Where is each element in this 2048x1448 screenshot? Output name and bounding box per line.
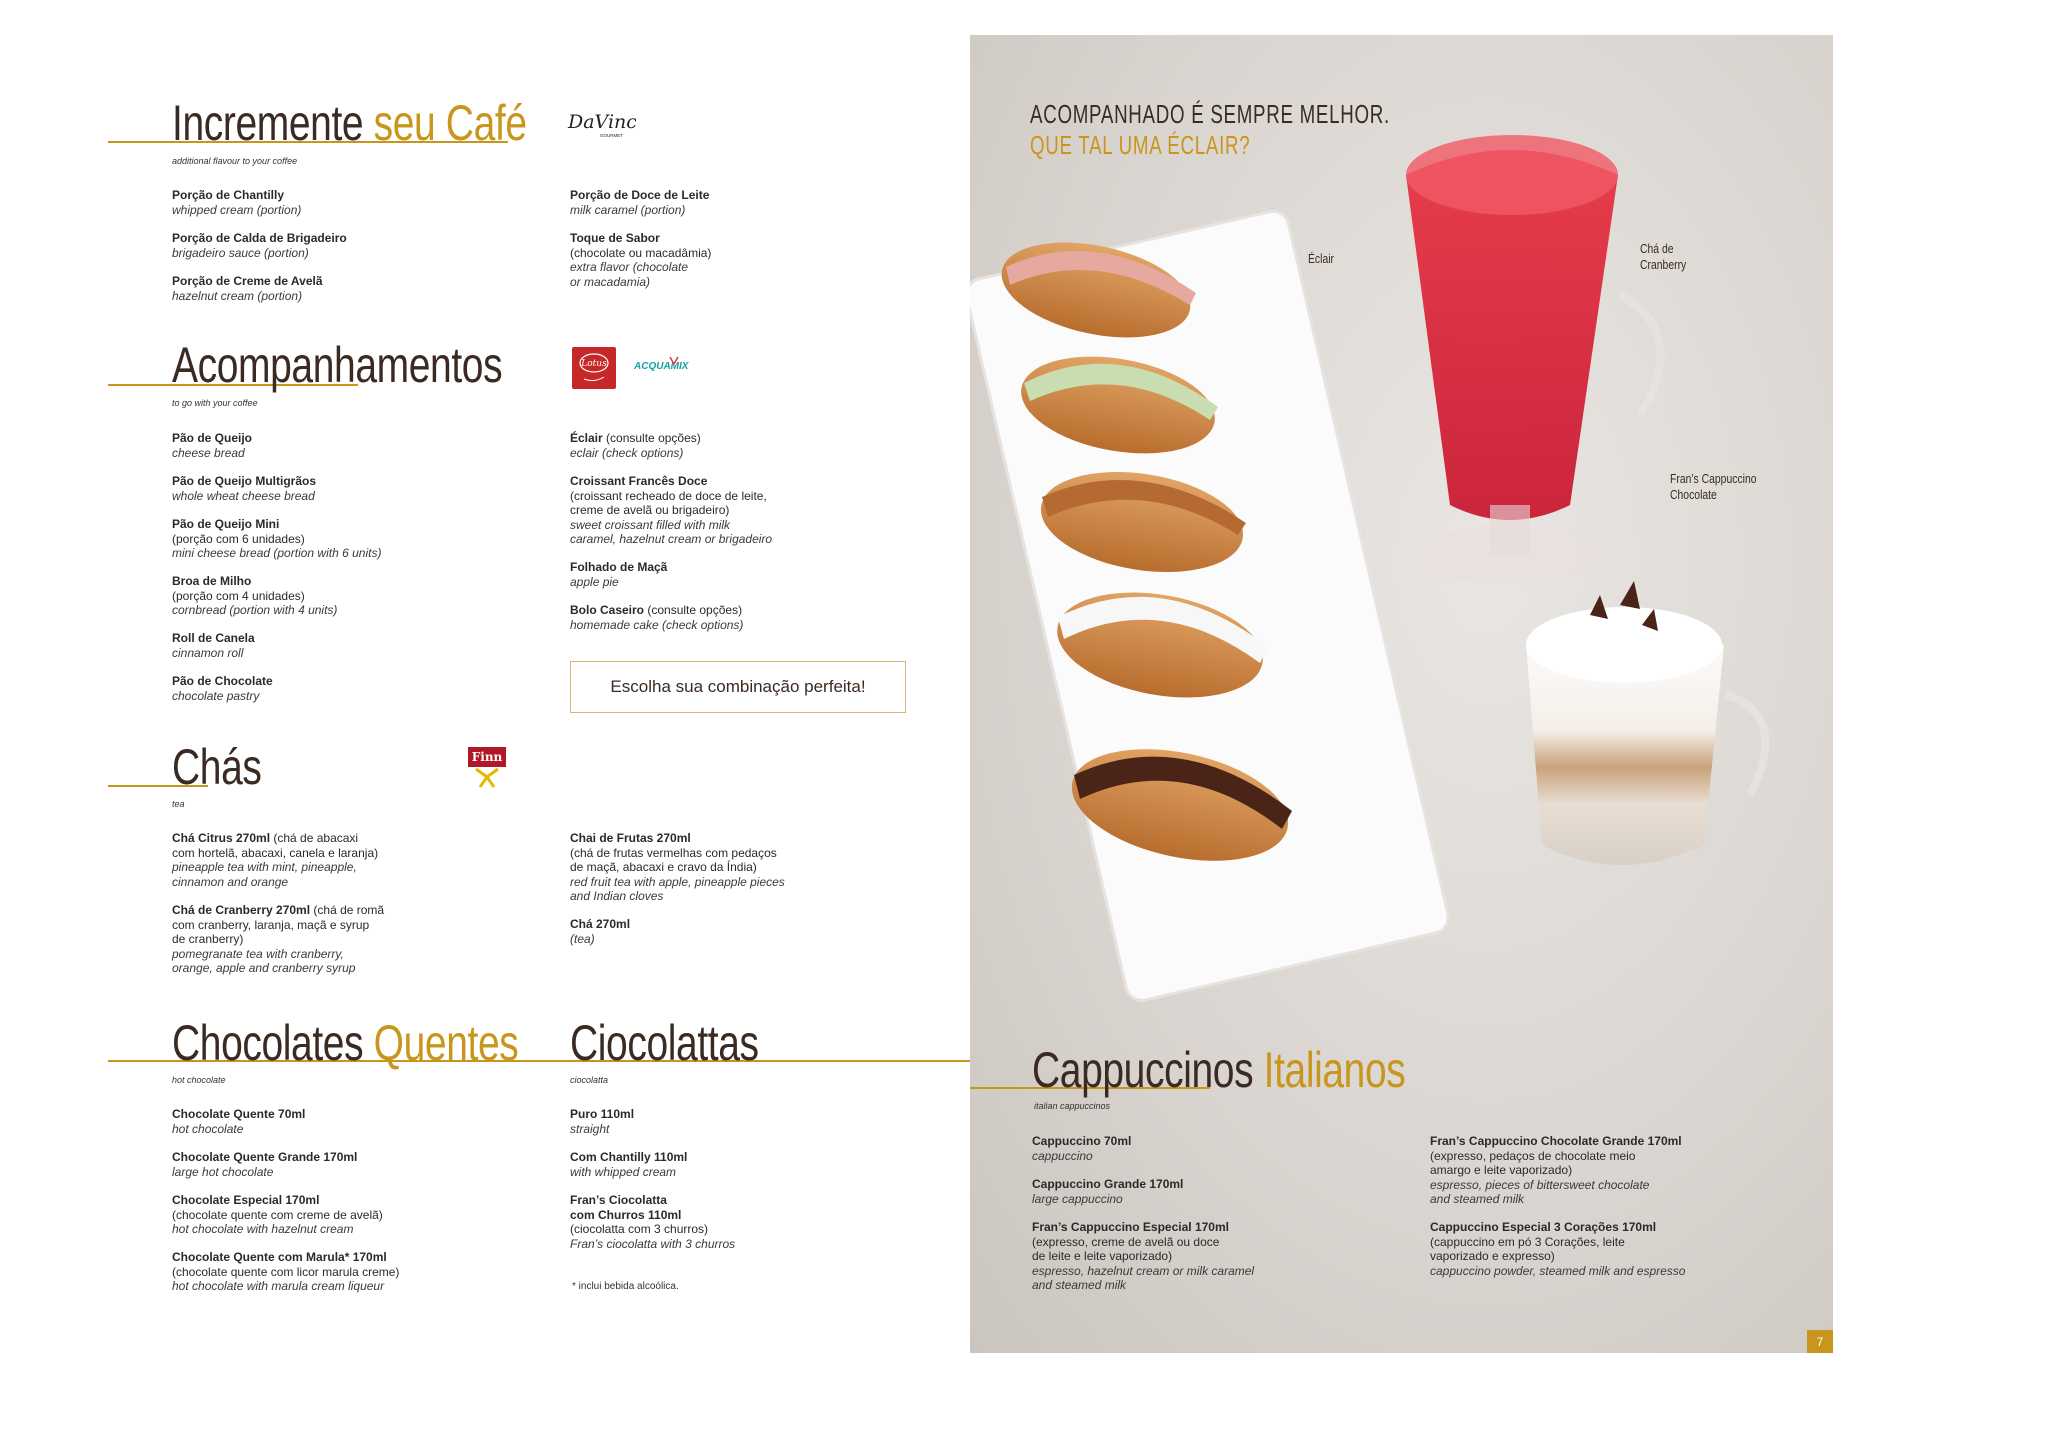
item-pt: com cranberry, laranja, maçã e syrup bbox=[172, 917, 370, 932]
item-en: cinnamon roll bbox=[172, 645, 244, 660]
menu-item bbox=[1430, 1134, 1682, 1207]
title-accent: Italianos bbox=[1263, 1042, 1406, 1098]
menu-item bbox=[172, 831, 378, 889]
item-pt: (croissant recheado de doce de leite, bbox=[570, 488, 767, 503]
item-en: whipped cream (portion) bbox=[172, 202, 302, 217]
menu-item bbox=[172, 1107, 305, 1136]
item-name: com Churros 110ml bbox=[570, 1207, 682, 1222]
item-pt: de maçã, abacaxi e cravo da Índia) bbox=[570, 860, 757, 874]
menu-item bbox=[1032, 1134, 1131, 1163]
tag-cha-cranberry bbox=[1640, 241, 1686, 273]
item-inline: (consulte opções) bbox=[644, 603, 743, 617]
item-en: and steamed milk bbox=[1032, 1278, 1127, 1292]
item-name: Broa de Milho bbox=[172, 574, 252, 588]
item-en: large cappuccino bbox=[1032, 1191, 1123, 1206]
item-name: Puro 110ml bbox=[570, 1107, 635, 1121]
item-name: Cappuccino Grande 170ml bbox=[1032, 1177, 1184, 1191]
lotus-logo bbox=[572, 347, 616, 389]
item-name: Chocolate Quente Grande 170ml bbox=[172, 1150, 358, 1164]
tag-line: Chocolate bbox=[1670, 487, 1717, 502]
logo-text: Lotus bbox=[581, 359, 607, 369]
section-title-ciocolattas: Ciocolattas bbox=[570, 1015, 759, 1071]
menu-item bbox=[570, 1150, 687, 1179]
photo-headline bbox=[1030, 99, 1390, 161]
item-pt: vaporizado e expresso) bbox=[1430, 1249, 1555, 1263]
section-title-cappuccinos bbox=[1032, 1042, 1406, 1098]
item-pt: (chocolate quente com creme de avelã) bbox=[172, 1207, 383, 1222]
item-en: (tea) bbox=[570, 931, 595, 946]
item-pt: (expresso, pedaços de chocolate meio bbox=[1430, 1148, 1636, 1163]
menu-item bbox=[172, 474, 316, 503]
menu-item bbox=[570, 474, 772, 547]
menu-item bbox=[172, 231, 347, 260]
item-name: Roll de Canela bbox=[172, 631, 255, 645]
menu-item bbox=[172, 631, 255, 660]
menu-item bbox=[570, 1107, 634, 1136]
item-en: pomegranate tea with cranberry, bbox=[172, 946, 344, 961]
item-en: and steamed milk bbox=[1430, 1192, 1525, 1206]
item-en: espresso, hazelnut cream or milk caramel bbox=[1032, 1263, 1255, 1278]
item-pt: (expresso, creme de avelã ou doce bbox=[1032, 1234, 1220, 1249]
item-en: red fruit tea with apple, pineapple pieces bbox=[570, 874, 785, 889]
item-name: Chá Citrus 270ml bbox=[172, 831, 271, 845]
menu-item bbox=[172, 903, 384, 976]
item-en: espresso, pieces of bittersweet chocolate bbox=[1430, 1177, 1650, 1192]
item-name: Chai de Frutas 270ml bbox=[570, 831, 691, 845]
item-name: Porção de Calda de Brigadeiro bbox=[172, 231, 347, 245]
item-en: chocolate pastry bbox=[172, 688, 260, 703]
item-name: Chocolate Quente 70ml bbox=[172, 1107, 306, 1121]
section-title-chocolates bbox=[172, 1015, 519, 1071]
davinci-logo bbox=[566, 106, 636, 140]
item-name: Chocolate Especial 170ml bbox=[172, 1193, 320, 1207]
item-pt: com hortelã, abacaxi, canela e laranja) bbox=[172, 845, 379, 860]
item-name: Bolo Caseiro bbox=[570, 603, 645, 617]
item-en: homemade cake (check options) bbox=[570, 617, 744, 632]
item-en: cheese bread bbox=[172, 445, 245, 460]
item-name: Pão de Queijo Multigrãos bbox=[172, 474, 317, 488]
combination-banner: Escolha sua combinação perfeita! bbox=[570, 661, 906, 713]
item-name: Folhado de Maçã bbox=[570, 560, 668, 574]
section-subtitle: hot chocolate bbox=[172, 1075, 226, 1085]
menu-item bbox=[172, 188, 301, 217]
item-en: cappuccino bbox=[1032, 1148, 1093, 1163]
product-photo bbox=[970, 35, 1833, 1353]
item-en: Fran’s ciocolatta with 3 churros bbox=[570, 1236, 736, 1251]
item-en: hot chocolate with marula cream liqueur bbox=[172, 1279, 385, 1293]
page-number: 7 bbox=[1807, 1330, 1833, 1353]
item-pt: (ciocolatta com 3 churros) bbox=[570, 1222, 709, 1236]
title-part: Cappuccinos bbox=[1032, 1042, 1264, 1098]
section-title-incremente bbox=[172, 95, 527, 151]
menu-item bbox=[1032, 1220, 1254, 1293]
item-name: Fran’s Cappuccino Especial 170ml bbox=[1032, 1220, 1229, 1234]
item-name: Fran’s Cappuccino Chocolate Grande 170ml bbox=[1430, 1134, 1682, 1148]
finn-logo bbox=[466, 745, 508, 789]
menu-item bbox=[570, 831, 785, 904]
item-name: Porção de Doce de Leite bbox=[570, 188, 710, 202]
tag-eclair: Éclair bbox=[1308, 251, 1335, 266]
menu-item bbox=[570, 603, 743, 632]
menu-item bbox=[172, 1150, 357, 1179]
title-accent: seu Café bbox=[373, 95, 527, 151]
item-pt: de cranberry) bbox=[172, 932, 244, 946]
item-pt: (porção com 6 unidades) bbox=[172, 531, 305, 546]
item-name: Com Chantilly 110ml bbox=[570, 1150, 688, 1164]
tag-line: Fran’s Cappuccino bbox=[1670, 471, 1757, 486]
section-subtitle: to go with your coffee bbox=[172, 398, 258, 408]
tag-line: Chá de bbox=[1640, 241, 1674, 256]
item-en: or macadamia) bbox=[570, 274, 651, 289]
item-inline: (chá de romã bbox=[310, 903, 385, 917]
item-en: hazelnut cream (portion) bbox=[172, 288, 303, 303]
item-en: hot chocolate with hazelnut cream bbox=[172, 1222, 354, 1236]
item-en: extra flavor (chocolate bbox=[570, 260, 689, 274]
menu-item bbox=[172, 274, 323, 303]
item-en: sweet croissant filled with milk bbox=[570, 517, 731, 532]
item-name: Éclair bbox=[570, 431, 603, 445]
menu-item bbox=[570, 188, 709, 217]
item-name: Cappuccino 70ml bbox=[1032, 1134, 1132, 1148]
item-en: eclair (check options) bbox=[570, 445, 684, 460]
footnote: * inclui bebida alcoólica. bbox=[572, 1281, 679, 1292]
menu-item bbox=[570, 560, 667, 589]
item-pt: (cappuccino em pó 3 Corações, leite bbox=[1430, 1234, 1625, 1249]
title-part: Incremente bbox=[172, 95, 374, 151]
item-en: with whipped cream bbox=[570, 1164, 677, 1179]
menu-item bbox=[172, 431, 252, 460]
tag-frans-cappuccino bbox=[1670, 471, 1757, 503]
item-pt: (chocolate ou macadâmia) bbox=[570, 245, 712, 260]
item-name: Porção de Creme de Avelã bbox=[172, 274, 323, 288]
menu-item bbox=[172, 574, 337, 618]
menu-item bbox=[570, 231, 711, 289]
item-en: milk caramel (portion) bbox=[570, 202, 686, 217]
cappuccino-glass bbox=[1526, 581, 1765, 865]
headline-line-1: ACOMPANHADO É SEMPRE MELHOR. bbox=[1030, 99, 1390, 129]
menu-item bbox=[1430, 1220, 1685, 1278]
item-name: Pão de Queijo Mini bbox=[172, 517, 280, 531]
menu-item bbox=[172, 1250, 399, 1294]
section-subtitle: tea bbox=[172, 799, 185, 809]
menu-item bbox=[172, 1193, 383, 1237]
section-title-chas: Chás bbox=[172, 739, 262, 795]
item-en: mini cheese bread (portion with 6 units) bbox=[172, 546, 382, 560]
logo-text: Finn bbox=[471, 750, 503, 764]
item-name: Chocolate Quente com Marula* 170ml bbox=[172, 1250, 387, 1264]
item-en: cinnamon and orange bbox=[172, 874, 289, 889]
item-en: pineapple tea with mint, pineapple, bbox=[172, 860, 357, 874]
menu-item bbox=[570, 917, 630, 946]
item-en: cappuccino powder, steamed milk and espresso bbox=[1430, 1263, 1686, 1278]
item-en: brigadeiro sauce (portion) bbox=[172, 245, 309, 260]
eclair-plate bbox=[970, 208, 1451, 1003]
headline-line-2: QUE TAL UMA ÉCLAIR? bbox=[1030, 130, 1251, 160]
menu-item bbox=[172, 517, 381, 561]
item-inline: (consulte opções) bbox=[602, 431, 701, 445]
item-name: Croissant Francês Doce bbox=[570, 474, 708, 488]
item-en: whole wheat cheese bread bbox=[172, 488, 315, 503]
item-pt: (chá de frutas vermelhas com pedaços bbox=[570, 845, 777, 860]
item-en: straight bbox=[570, 1121, 610, 1136]
logo-text: DaVinci bbox=[568, 111, 636, 133]
section-subtitle: italian cappuccinos bbox=[1034, 1101, 1111, 1111]
item-en: hot chocolate bbox=[172, 1121, 244, 1136]
logo-text: ACQUAMIX bbox=[634, 361, 689, 372]
item-en: large hot chocolate bbox=[172, 1164, 274, 1179]
item-name: Fran’s Ciocolatta bbox=[570, 1193, 667, 1207]
item-name: Cappuccino Especial 3 Corações 170ml bbox=[1430, 1220, 1657, 1234]
item-en: and Indian cloves bbox=[570, 889, 664, 903]
item-pt: (porção com 4 unidades) bbox=[172, 588, 305, 603]
item-name: Pão de Chocolate bbox=[172, 674, 273, 688]
tag-line: Cranberry bbox=[1640, 257, 1687, 272]
menu-item bbox=[570, 431, 701, 460]
section-subtitle: additional flavour to your coffee bbox=[172, 156, 298, 166]
item-pt: creme de avelã ou brigadeiro) bbox=[570, 503, 730, 517]
menu-item bbox=[570, 1193, 735, 1251]
title-accent: Quentes bbox=[373, 1015, 519, 1071]
item-en: cornbread (portion with 4 units) bbox=[172, 603, 338, 617]
section-subtitle: ciocolatta bbox=[570, 1075, 609, 1085]
item-name: Chá de Cranberry 270ml bbox=[172, 903, 311, 917]
section-title-acompanhamentos: Acompanhamentos bbox=[172, 337, 503, 393]
item-name: Toque de Sabor bbox=[570, 231, 660, 245]
item-name: Porção de Chantilly bbox=[172, 188, 285, 202]
item-pt: de leite e leite vaporizado) bbox=[1032, 1249, 1173, 1263]
item-name: Chá 270ml bbox=[570, 917, 631, 931]
item-en: apple pie bbox=[570, 574, 619, 589]
logo-subtext: GOURMET bbox=[600, 133, 623, 138]
item-en: caramel, hazelnut cream or brigadeiro bbox=[570, 532, 773, 546]
item-pt: (chocolate quente com licor marula creme) bbox=[172, 1264, 400, 1279]
item-name: Pão de Queijo bbox=[172, 431, 253, 445]
menu-item bbox=[172, 674, 273, 703]
acquamix-logo bbox=[634, 354, 694, 376]
item-en: orange, apple and cranberry syrup bbox=[172, 961, 356, 975]
item-pt: amargo e leite vaporizado) bbox=[1430, 1163, 1573, 1177]
menu-item bbox=[1032, 1177, 1183, 1206]
item-inline: (chá de abacaxi bbox=[270, 831, 359, 845]
tea-glass bbox=[1406, 135, 1661, 585]
title-part: Chocolates bbox=[172, 1015, 374, 1071]
